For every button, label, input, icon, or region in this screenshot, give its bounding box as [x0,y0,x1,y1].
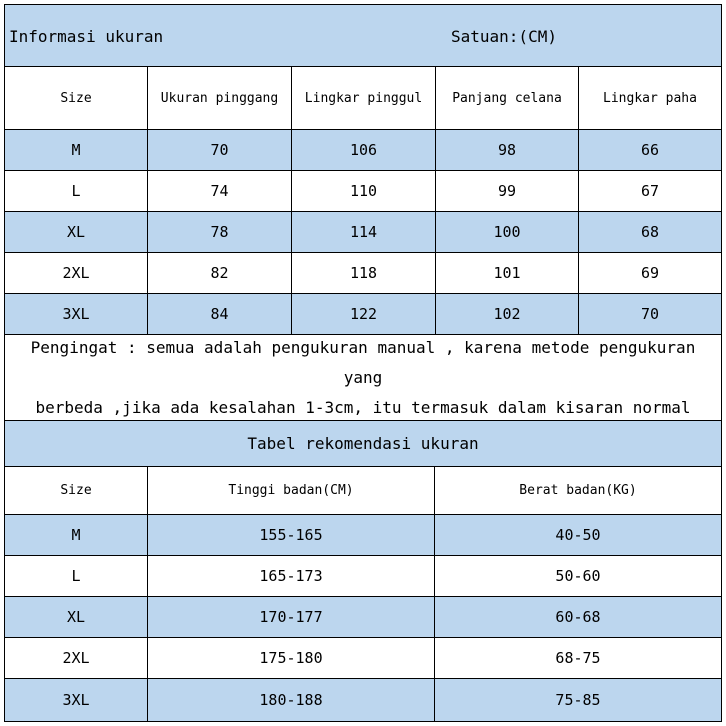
chart-header [4,4,722,67]
table-cell: 100 [436,212,579,253]
size-cell: XL [4,212,148,253]
table-cell: 78 [148,212,292,253]
table-cell: 84 [148,294,292,335]
table-cell: 118 [292,253,436,294]
size-cell: 2XL [4,253,148,294]
size-cell: 3XL [4,679,148,722]
table-cell: 102 [436,294,579,335]
table-row [4,638,722,679]
table-cell: 180-188 [148,679,435,722]
table-cell: 67 [579,171,722,212]
table-cell: 68 [579,212,722,253]
table-cell: 69 [579,253,722,294]
table-cell: 66 [579,130,722,171]
table-cell: 60-68 [435,597,722,638]
table-row [4,212,722,253]
table-cell: 122 [292,294,436,335]
column-header: Lingkar pinggul [292,67,436,130]
table-cell: 75-85 [435,679,722,722]
unit-label: Satuan:(CM) [451,27,557,46]
table-row [4,679,722,722]
size-chart [4,4,722,722]
size-cell: M [4,130,148,171]
table-cell: 70 [579,294,722,335]
table-row [4,515,722,556]
note-line: berbeda ,jika ada kesalahan 1-3cm, itu termasuk dalam kisaran normal [35,397,691,417]
measurement-note [4,335,722,421]
table-cell: 106 [292,130,436,171]
recommend-table-title [4,421,722,467]
table-cell: 70 [148,130,292,171]
note-line: Pengingat : semua adalah pengukuran manual , karena metode pengukuran yang [30,337,696,387]
table-cell: 170-177 [148,597,435,638]
table-cell: 40-50 [435,515,722,556]
column-header: Berat badan(KG) [435,467,722,515]
table-cell: 82 [148,253,292,294]
table-cell: 110 [292,171,436,212]
column-header: Ukuran pinggang [148,67,292,130]
table-cell: 74 [148,171,292,212]
size-cell: 2XL [4,638,148,679]
size-cell: M [4,515,148,556]
recommend-title-text: Tabel rekomendasi ukuran [247,434,479,453]
table-row [4,597,722,638]
table-cell: 68-75 [435,638,722,679]
size-table-header [4,67,722,130]
size-cell: L [4,556,148,597]
table-cell: 165-173 [148,556,435,597]
column-header: Size [4,467,148,515]
recommend-table-header [4,467,722,515]
table-cell: 175-180 [148,638,435,679]
table-row [4,171,722,212]
table-cell: 155-165 [148,515,435,556]
table-row [4,253,722,294]
size-cell: 3XL [4,294,148,335]
column-header: Panjang celana [436,67,579,130]
table-row [4,294,722,335]
column-header: Lingkar paha [579,67,722,130]
table-row [4,130,722,171]
table-row [4,556,722,597]
table-cell: 114 [292,212,436,253]
column-header: Size [4,67,148,130]
size-cell: XL [4,597,148,638]
table-cell: 101 [436,253,579,294]
table-cell: 99 [436,171,579,212]
column-header: Tinggi badan(CM) [148,467,435,515]
size-cell: L [4,171,148,212]
table-cell: 98 [436,130,579,171]
table-cell: 50-60 [435,556,722,597]
chart-title: Informasi ukuran [9,27,164,46]
